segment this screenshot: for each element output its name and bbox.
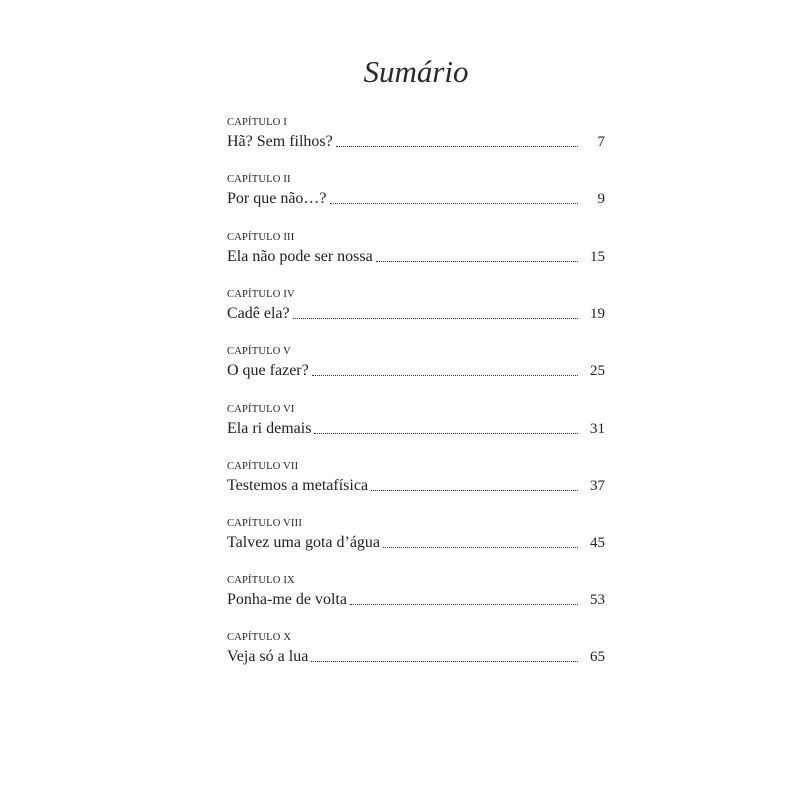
chapter-title: Ela não pode ser nossa — [227, 248, 373, 265]
toc-entry — [227, 571, 605, 613]
toc-line — [227, 419, 605, 439]
toc-entry — [227, 228, 605, 270]
chapter-label: CAPÍTULO IV — [227, 289, 295, 300]
dot-leader — [336, 146, 578, 147]
dot-leader — [330, 203, 578, 204]
toc-line — [227, 361, 605, 381]
dot-leader — [376, 261, 578, 262]
dot-leader — [311, 661, 578, 662]
chapter-title: O que fazer? — [227, 362, 309, 379]
toc-entry — [227, 628, 605, 670]
toc-entry — [227, 285, 605, 327]
page-number: 37 — [590, 478, 605, 494]
toc-line — [227, 647, 605, 667]
chapter-label: CAPÍTULO VI — [227, 404, 295, 415]
page-number: 65 — [590, 649, 605, 665]
chapter-label: CAPÍTULO VII — [227, 461, 299, 472]
toc-line — [227, 304, 605, 324]
chapter-title: Testemos a metafísica — [227, 477, 369, 494]
toc-entry — [227, 170, 605, 212]
dot-leader — [383, 547, 578, 548]
toc-entry — [227, 514, 605, 556]
toc-line — [227, 590, 605, 610]
chapter-label: CAPÍTULO VIII — [227, 518, 303, 529]
chapter-title: Talvez uma gota d’água — [227, 534, 381, 551]
toc-line — [227, 247, 605, 267]
chapter-title: Hã? Sem filhos? — [227, 133, 333, 150]
chapter-label: CAPÍTULO I — [227, 117, 288, 128]
chapter-title: Veja só a lua — [227, 648, 309, 665]
toc-entry — [227, 400, 605, 442]
chapter-label: CAPÍTULO III — [227, 232, 295, 243]
page-number: 25 — [590, 363, 605, 379]
toc-entry — [227, 113, 605, 155]
toc-line — [227, 476, 605, 496]
page-number: 9 — [597, 191, 605, 207]
chapter-label: CAPÍTULO IX — [227, 575, 295, 586]
toc-entry — [227, 342, 605, 384]
page-title: Sumário — [363, 54, 469, 89]
toc-line — [227, 533, 605, 553]
dot-leader — [314, 433, 578, 434]
toc-entry — [227, 457, 605, 499]
dot-leader — [293, 318, 578, 319]
toc-line — [227, 189, 605, 209]
chapter-title: Ponha-me de volta — [227, 591, 347, 608]
page-number: 7 — [597, 134, 605, 150]
dot-leader — [371, 490, 578, 491]
page-number: 53 — [590, 592, 605, 608]
page-number: 31 — [590, 421, 605, 437]
chapter-title: Por que não…? — [227, 190, 327, 207]
toc-line — [227, 132, 605, 152]
page-number: 15 — [590, 249, 605, 265]
dot-leader — [312, 375, 578, 376]
chapter-label: CAPÍTULO X — [227, 632, 292, 643]
page-number: 45 — [590, 535, 605, 551]
chapter-label: CAPÍTULO V — [227, 346, 291, 357]
dot-leader — [350, 604, 578, 605]
page-number: 19 — [590, 306, 605, 322]
chapter-label: CAPÍTULO II — [227, 174, 291, 185]
chapter-title: Cadê ela? — [227, 305, 290, 322]
chapter-title: Ela ri demais — [227, 420, 312, 437]
